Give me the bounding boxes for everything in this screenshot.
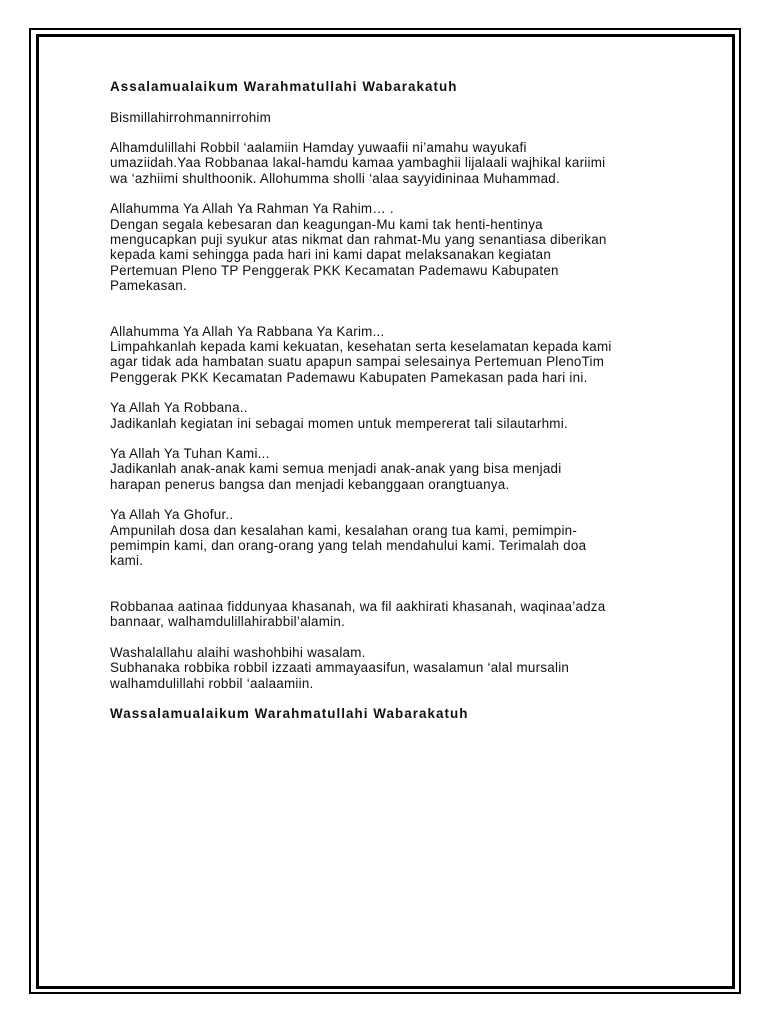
paragraph-children: Ya Allah Ya Tuhan Kami... Jadikanlah anak-anak kami semua menjadi anak-anak yang bisa menjadi harapan penerus bangsa dan menjadi kebanggaan orangtuanya.: [110, 446, 562, 492]
paragraph-strength: Allahumma Ya Allah Ya Rabbana Ya Karim... Limpahkanlah kepada kami kekuatan, kesehatan serta keselamatan kepada kami agar tidak ada hambatan suatu apapun sampai selesainya Pertemuan PlenoTim Penggerak PKK Kecamatan Pademawu Kabupaten Pamekasan pada hari ini.: [110, 323, 612, 385]
paragraph-praise: Alhamdulillahi Robbil ‘aalamiin Hamday yuwaafii ni’amahu wayukafi umaziidah.Yaa Robbanaa lakal-hamdu kamaa yambaghii lijalaali wajhikal kariimi wa ‘azhiimi shulthoonik. Allohumma sholli ‘alaa sayyidininaa Muhammad.: [110, 140, 606, 186]
paragraph-gratitude: Allahumma Ya Allah Ya Rahman Ya Rahim… . Dengan segala kebesaran dan keagungan-Mu kami tak henti-hentinya mengucapkan puji syukur atas nikmat dan rahmat-Mu yang senantiasa diberikan kepada kami sehingga pada hari ini kami dapat melaksanakan kegiatan Pertemuan Pleno TP Penggerak PKK Kecamatan Pademawu Kabupaten Pamekasan.: [110, 201, 607, 293]
paragraph-closing-prayer: Washalallahu alaihi washohbihi wasalam. Subhanaka robbika robbil izzaati ammayaasifun, wasalamun ‘alal mursalin walhamdulillahi robbil ‘aalaamiin.: [110, 644, 570, 691]
paragraph-robbanaa: Robbanaa aatinaa fiddunyaa khasanah, wa fil aakhirati khasanah, waqinaa’adza bannaar, walhamdulillahirabbil’alamin.: [110, 599, 606, 630]
opening-greeting: Assalamualaikum Warahmatullahi Wabarakatuh: [110, 79, 458, 94]
paragraph-forgiveness: Ya Allah Ya Ghofur.. Ampunilah dosa dan kesalahan kami, kesalahan orang tua kami, pemimpin- pemimpin kami, dan orang-orang yang telah mendahului kami. Terimalah doa kami.: [110, 507, 587, 569]
basmalah-line: Bismillahirrohmannirrohim: [110, 109, 272, 125]
document-body: [110, 79, 700, 737]
paragraph-togetherness: Ya Allah Ya Robbana.. Jadikanlah kegiatan ini sebagai momen untuk mempererat tali silautarhmi.: [110, 400, 568, 431]
closing-greeting: Wassalamualaikum Warahmatullahi Wabarakatuh: [110, 706, 469, 722]
